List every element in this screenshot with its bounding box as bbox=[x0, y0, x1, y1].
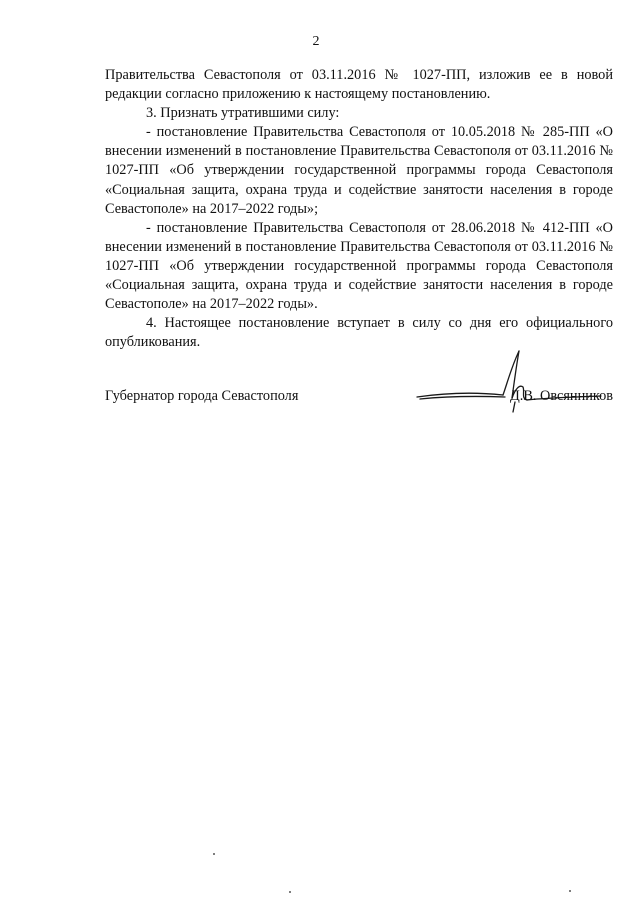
paragraph-continuation: Правительства Севастополя от 03.11.2016 № 1027-ПП, изложив ее в новой редакции согласно приложению к настоящему постановлению. bbox=[105, 67, 613, 103]
scan-speck bbox=[569, 890, 571, 892]
paragraph-item-3: 3. Признать утратившими силу: bbox=[146, 105, 340, 122]
signatory-title: Губернатор города Севастополя bbox=[105, 388, 299, 404]
document-body bbox=[105, 66, 613, 352]
signature-block bbox=[105, 386, 613, 406]
paragraph-repealed-412: - постановление Правительства Севастополя от 28.06.2018 № 412-ПП «О внесении изменений в постановление Правительства Севастополя от 03.11.2016 № 1027-ПП «Об утверждении государственной программы города Севастополя «Социальная защита, охрана труда и содействие занятости населения в городе Севастополе» на 2017–2022 годы». bbox=[105, 219, 613, 313]
paragraph-item-4: 4. Настоящее постановление вступает в силу со дня его официального опубликования. bbox=[105, 315, 613, 351]
scan-speck bbox=[289, 891, 291, 893]
page-number: 2 bbox=[312, 34, 320, 49]
signatory-name: Д.В. Овсянников bbox=[510, 388, 613, 404]
paragraph-repealed-285: - постановление Правительства Севастополя от 10.05.2018 № 285-ПП «О внесении изменений в постановление Правительства Севастополя от 03.11.2016 № 1027-ПП «Об утверждении государственной программы города Севастополя «Социальная защита, охрана труда и содействие занятости населения в городе Севастополе» на 2017–2022 годы»; bbox=[105, 124, 613, 217]
scan-speck bbox=[213, 853, 215, 855]
